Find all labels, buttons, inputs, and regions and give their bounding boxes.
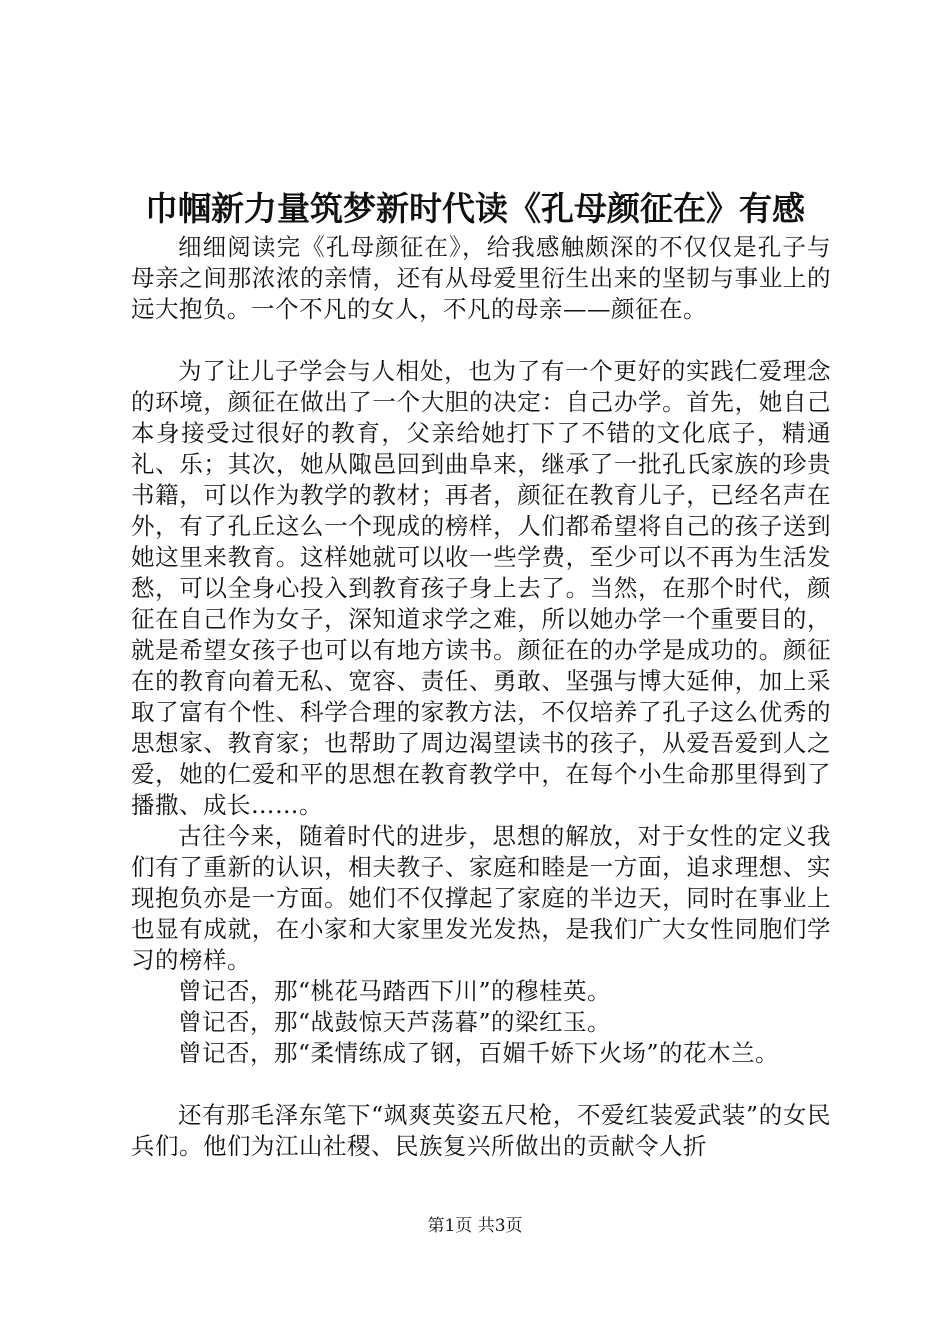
paragraph-militia: 还有那毛泽东笔下“飒爽英姿五尺枪，不爱红装爱武装”的女民兵们。他们为江山社稷、民族复兴所做出的贡献令人折: [131, 1101, 831, 1160]
paragraph-spacer: [131, 1069, 831, 1100]
paragraph-mu-guiying: 曾记否，那“桃花马踏西下川”的穆桂英。: [178, 977, 612, 1005]
page-number-footer: 第1页 共3页: [427, 1216, 523, 1236]
document-body: [131, 232, 831, 1162]
paragraph-liang-hongyu: 曾记否，那“战鼓惊天芦荡暮”的梁红玉。: [178, 1008, 612, 1036]
paragraph-hua-mulan: 曾记否，那“柔情练成了钢，百媚千娇下火场”的花木兰。: [178, 1039, 780, 1067]
paragraph-spacer: [131, 325, 831, 356]
paragraph-intro: 细细阅读完《孔母颜征在》，给我感触颇深的不仅仅是孔子与母亲之间那浓浓的亲情，还有从母爱里衍生出来的坚韧与事业上的远大抱负。一个不凡的女人，不凡的母亲——颜征在。: [131, 233, 831, 323]
paragraph-women: 古往今来，随着时代的进步，思想的解放，对于女性的定义我们有了重新的认识，相夫教子、家庭和睦是一方面，追求理想、实现抱负亦是一方面。她们不仅撑起了家庭的半边天，同时在事业上也显有成就，在小家和大家里发光发热，是我们广大女性同胞们学习的榜样。: [131, 822, 831, 974]
document-title: 巾帼新力量筑梦新时代读《孔母颜征在》有感: [145, 189, 805, 228]
paragraph-school: 为了让儿子学会与人相处，也为了有一个更好的实践仁爱理念的环境，颜征在做出了一个大胆的决定：自己办学。首先，她自己本身接受过很好的教育，父亲给她打下了不错的文化底子，精通礼、乐；其次，她从陬邑回到曲阜来，继承了一批孔氏家族的珍贵书籍，可以作为教学的教材；再者，颜征在教育儿子，已经名声在外，有了孔丘这么一个现成的榜样，人们都希望将自己的孩子送到她这里来教育。这样她就可以收一些学费，至少可以不再为生活发愁，可以全身心投入到教育孩子身上去了。当然，在那个时代，颜征在自己作为女子，深知道求学之难，所以她办学一个重要目的，就是希望女孩子也可以有地方读书。颜征在的办学是成功的。颜征在的教育向着无私、宽容、责任、勇敢、坚强与博大延伸，加上采取了富有个性、科学合理的家教方法，不仅培养了孔子这么优秀的思想家、教育家；也帮助了周边渴望读书的孩子，从爱吾爱到人之爱，她的仁爱和平的思想在教育教学中，在每个小生命那里得到了播撒、成长……。: [131, 357, 831, 819]
